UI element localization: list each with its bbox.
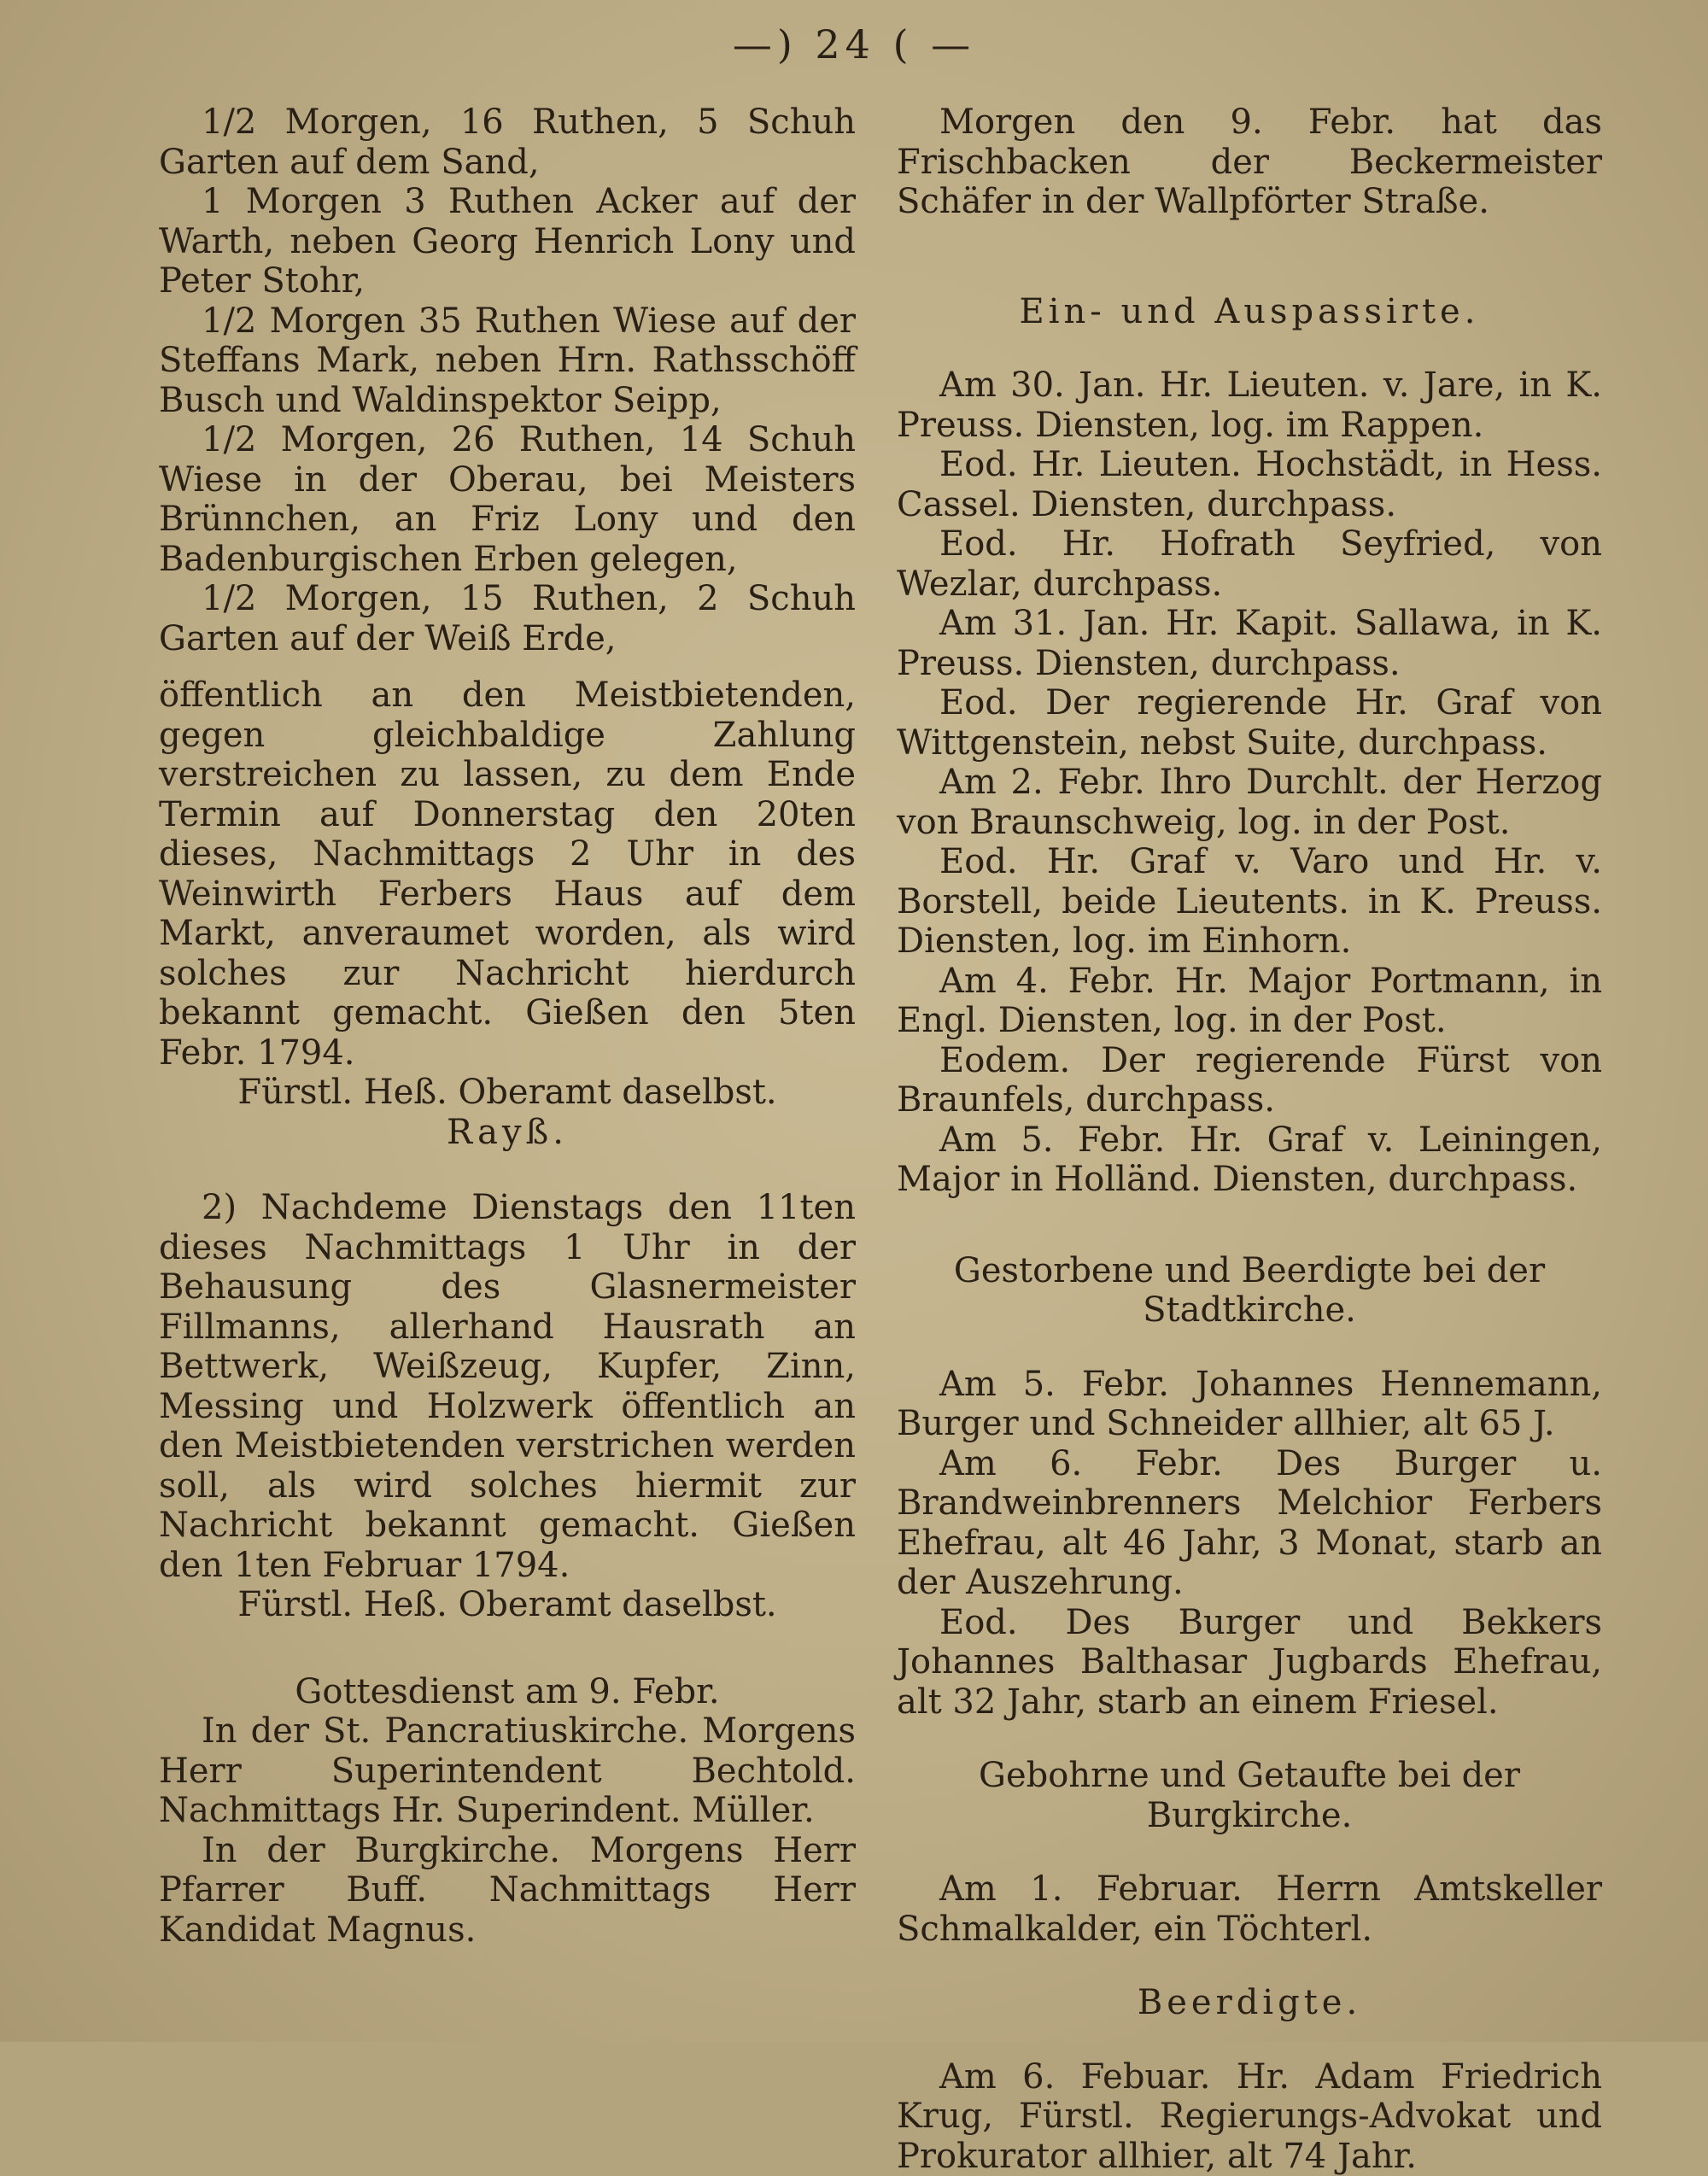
property-item-3: 1/2 Morgen 35 Ruthen Wiese auf der Steffans Mark, neben Hrn. Rathsschöff Busch und Waldinspektor Seipp,: [159, 301, 856, 421]
death-entry: Am 5. Febr. Johannes Hennemann, Burger und Schneider allhier, alt 65 J.: [897, 1365, 1602, 1444]
births-heading: Gebohrne und Getaufte bei der Burgkirche.: [897, 1756, 1602, 1835]
traveller-entry: Eod. Hr. Hofrath Seyfried, von Wezlar, durchpass.: [897, 524, 1602, 604]
auction-notice-name: Rayß.: [159, 1113, 856, 1153]
page-number-header: —) 24 ( —: [0, 19, 1708, 70]
auction-notice-text: öffentlich an den Meistbietenden, gegen gleichbaldige Zahlung verstreichen zu lassen, zu dem Ende Termin auf Donnerstag den 20ten dieses, Nachmittags 2 Uhr in des Weinwirth Ferbers Haus auf dem Markt, anveraumet worden, als wird solches zur Nachricht hierdurch bekannt gemacht. Gießen den 5ten Febr. 1794.: [159, 676, 856, 1073]
traveller-entry: Eod. Hr. Graf v. Varo und Hr. v. Borstell, beide Lieutents. in K. Preuss. Diensten, log. im Einhorn.: [897, 842, 1602, 962]
traveller-entry: Eod. Der regierende Hr. Graf von Wittgenstein, nebst Suite, durchpass.: [897, 683, 1602, 763]
death-entry: Eod. Des Burger und Bekkers Johannes Balthasar Jugbards Ehefrau, alt 32 Jahr, starb an einem Friesel.: [897, 1603, 1602, 1723]
death-entry: Am 6. Febr. Des Burger u. Brandweinbrenners Melchior Ferbers Ehefrau, alt 46 Jahr, 3 Monat, starb an der Auszehrung.: [897, 1444, 1602, 1603]
burials-heading: Beerdigte.: [897, 1983, 1602, 2023]
service-burgkirche: In der Burgkirche. Morgens Herr Pfarrer Buff. Nachmittags Herr Kandidat Magnus.: [159, 1831, 856, 1951]
property-item-1: 1/2 Morgen, 16 Ruthen, 5 Schuh Garten auf dem Sand,: [159, 102, 856, 182]
church-service-heading: Gottesdienst am 9. Febr.: [159, 1672, 856, 1712]
left-column: [159, 102, 856, 1950]
traveller-entry: Am 31. Jan. Hr. Kapit. Sallawa, in K. Preuss. Diensten, durchpass.: [897, 604, 1602, 683]
traveller-entry: Eodem. Der regierende Fürst von Braunfels, durchpass.: [897, 1041, 1602, 1120]
traveller-entry: Am 30. Jan. Hr. Lieuten. v. Jare, in K. Preuss. Diensten, log. im Rappen.: [897, 366, 1602, 445]
auction-notice-signature: Fürstl. Heß. Oberamt daselbst.: [159, 1073, 856, 1113]
traveller-entry: Am 2. Febr. Ihro Durchlt. der Herzog von Braunschweig, log. in der Post.: [897, 763, 1602, 842]
right-column: [897, 102, 1602, 2176]
travellers-heading: Ein- und Auspassirte.: [897, 292, 1602, 332]
service-pancratius: In der St. Pancratiuskirche. Morgens Herr Superintendent Bechtold. Nachmittags Hr. Superindent. Müller.: [159, 1711, 856, 1831]
household-auction-notice: 2) Nachdeme Dienstags den 11ten dieses Nachmittags 1 Uhr in der Behausung des Glasnermeister Fillmanns, allerhand Hausrath an Bettwerk, Weißzeug, Kupfer, Zinn, Messing und Holzwerk öffentlich an den Meistbietenden verstrichen werden soll, als wird solches hiermit zur Nachricht bekannt gemacht. Gießen den 1ten Februar 1794.: [159, 1188, 856, 1585]
baker-notice: Morgen den 9. Febr. hat das Frischbacken der Beckermeister Schäfer in der Wallpförter Straße.: [897, 102, 1602, 222]
traveller-entry: Am 4. Febr. Hr. Major Portmann, in Engl. Diensten, log. in der Post.: [897, 962, 1602, 1041]
deaths-heading: Gestorbene und Beerdigte bei der Stadtkirche.: [897, 1251, 1602, 1331]
birth-entry: Am 1. Februar. Herrn Amtskeller Schmalkalder, ein Töchterl.: [897, 1869, 1602, 1949]
property-item-4: 1/2 Morgen, 26 Ruthen, 14 Schuh Wiese in der Oberau, bei Meisters Brünnchen, an Friz Lony und den Badenburgischen Erben gelegen,: [159, 420, 856, 579]
traveller-entry: Eod. Hr. Lieuten. Hochstädt, in Hess. Cassel. Diensten, durchpass.: [897, 445, 1602, 524]
property-item-5: 1/2 Morgen, 15 Ruthen, 2 Schuh Garten auf der Weiß Erde,: [159, 579, 856, 658]
burial-entry: Am 6. Febuar. Hr. Adam Friedrich Krug, Fürstl. Regierungs-Advokat und Prokurator allhier, alt 74 Jahr.: [897, 2057, 1602, 2176]
property-item-2: 1 Morgen 3 Ruthen Acker auf der Warth, neben Georg Henrich Lony und Peter Stohr,: [159, 182, 856, 301]
household-auction-signature: Fürstl. Heß. Oberamt daselbst.: [159, 1585, 856, 1625]
traveller-entry: Am 5. Febr. Hr. Graf v. Leiningen, Major in Holländ. Diensten, durchpass.: [897, 1120, 1602, 1200]
